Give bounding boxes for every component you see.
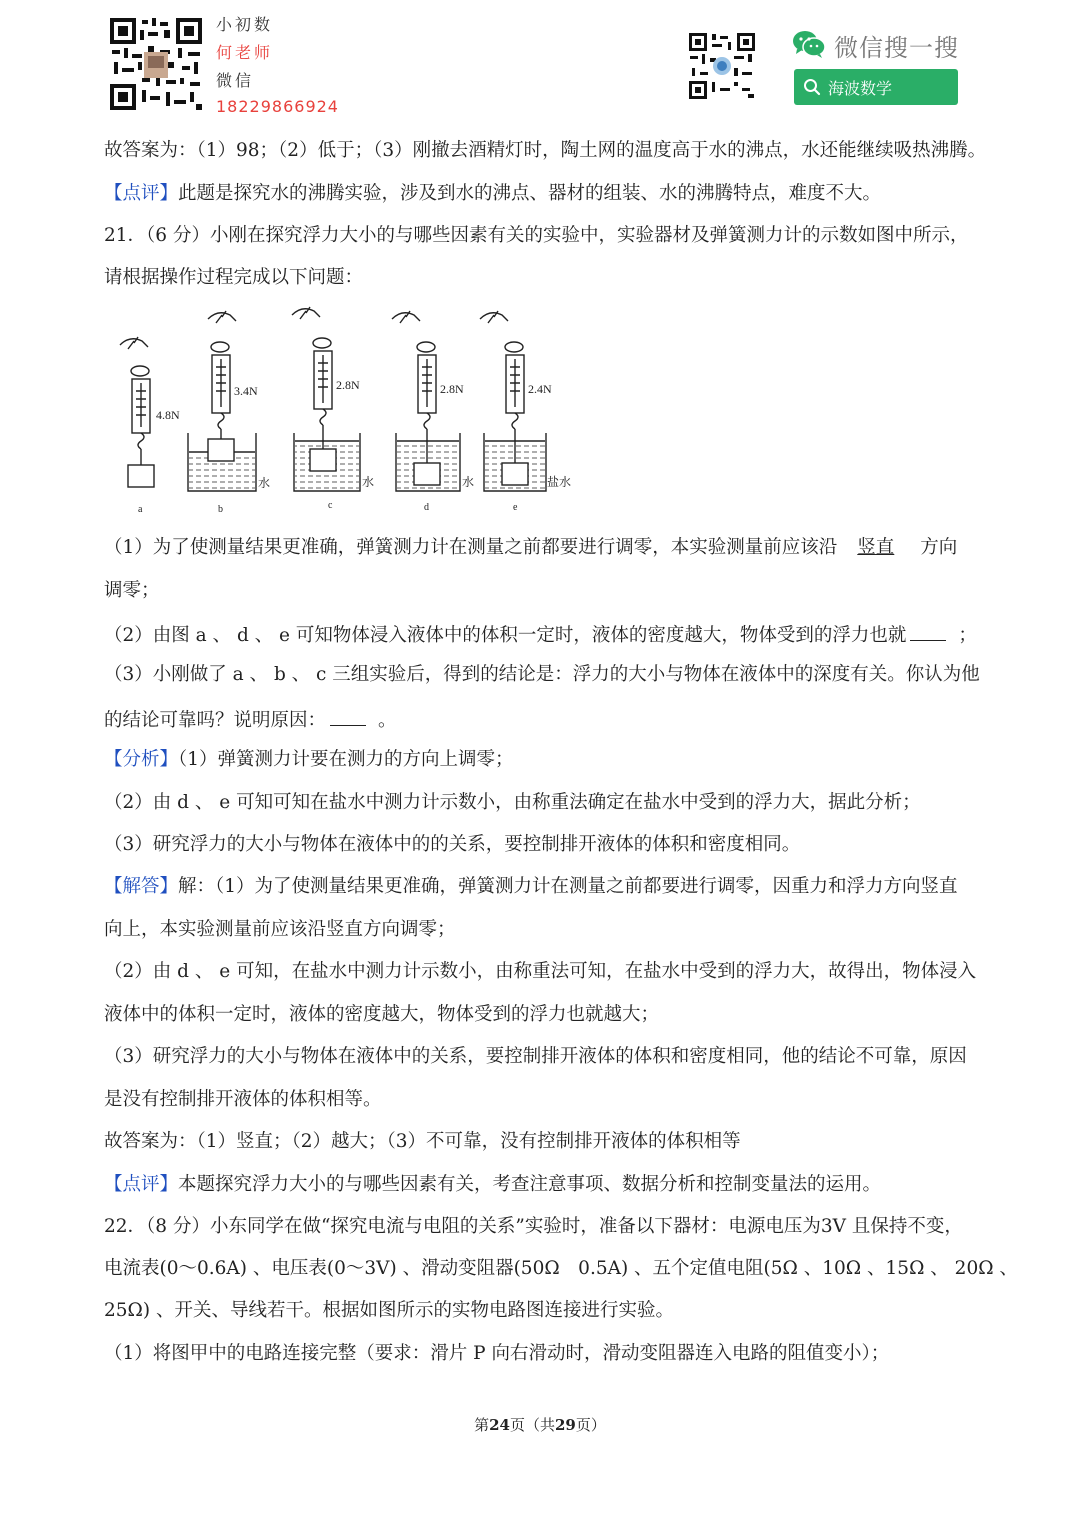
reading-d: 2.8N — [440, 382, 464, 396]
question-22-line-3: 25Ω) 、开关、导线若干。根据如图所示的实物电路图连接进行实验。 — [104, 1300, 674, 1321]
analysis-1 — [104, 747, 514, 773]
wechat-logo-icon — [792, 30, 826, 58]
answer-line-2: 故答案为：（1）竖直；（2）越大；（3）不可靠，没有控制排开液体的体积相等 — [104, 1131, 741, 1152]
q21-part1-text-end: 方向 — [920, 537, 958, 558]
review-1 — [104, 181, 881, 207]
question-21-line-1: 21．（6 分）小刚在探究浮力大小的与哪些因素有关的实验中，实验器材及弹簧测力计的示数如图中所示， — [104, 225, 969, 246]
review-tag: 【点评】 — [104, 1174, 179, 1195]
solution-text: 解：（1）为了使测量结果更准确，弹簧测力计在测量之前都要进行调零，因重力和浮力方向竖直 — [178, 876, 958, 897]
solution-1 — [104, 874, 958, 900]
liquid-b: 水 — [258, 476, 271, 490]
page-total: 29 — [555, 1416, 576, 1434]
apparatus-c — [292, 307, 360, 491]
q21-part1-text: （1）为了使测量结果更准确，弹簧测力计在测量之前都要进行调零，本实验测量前应该沿 — [104, 537, 838, 558]
solution-tag: 【解答】 — [104, 876, 179, 897]
contact-line-2: 何老师 — [216, 43, 274, 62]
solution-4: 液体中的体积一定时，液体的密度越大，物体受到的浮力也就越大； — [104, 1004, 660, 1025]
question-22-part1: （1）将图甲中的电路连接完整（要求：滑片 P 向右滑动时，滑动变阻器连入电路的阻值变小）； — [104, 1343, 890, 1364]
page-number: 24 — [489, 1416, 510, 1434]
q21-part2 — [104, 620, 977, 649]
q21-part2-text: （2）由图 a 、 d 、 e 可知物体浸入液体中的体积一定时，液体的密度越大，物体受到的浮力也就 — [104, 625, 907, 646]
prev-answer-line: 故答案为：（1）98；（2）低于；（3）刚撤去酒精灯时，陶土网的温度高于水的沸点，水还能继续吸热沸腾。 — [104, 140, 987, 161]
q21-part1 — [104, 535, 957, 561]
buoyancy-experiment-figure — [100, 305, 580, 520]
solution-5: （3）研究浮力的大小与物体在液体中的关系，要控制排开液体的体积和密度相同，他的结论不可靠，原因 — [104, 1046, 967, 1067]
label-c: c — [328, 500, 333, 511]
analysis-2: （2）由 d 、 e 可知可知在盐水中测力计示数小，由称重法确定在盐水中受到的浮力大，据此分析； — [104, 792, 921, 813]
label-a: a — [138, 504, 143, 515]
q21-part1-answer: 竖直 — [857, 537, 895, 558]
reading-e: 2.4N — [528, 382, 552, 396]
analysis-tag: 【分析】 — [104, 749, 179, 770]
wechat-qr-code — [688, 32, 756, 100]
answer-blank — [330, 705, 366, 726]
liquid-c: 水 — [362, 475, 375, 489]
question-21-line-2: 请根据操作过程完成以下问题： — [104, 267, 364, 288]
q21-part3-text: 的结论可靠吗？说明原因： — [104, 710, 327, 731]
analysis-3: （3）研究浮力的大小与物体在液体中的的关系，要控制排开液体的体积和密度相同。 — [104, 834, 801, 855]
apparatus-d — [392, 311, 460, 491]
page-footer — [0, 1414, 1080, 1435]
solution-3: （2）由 d 、 e 可知，在盐水中测力计示数小，由称重法可知，在盐水中受到的浮力大，故得出，物体浸入 — [104, 961, 977, 982]
review-2 — [104, 1172, 881, 1198]
review-text: 此题是探究水的沸腾实验，涉及到水的沸点、器材的组装、水的沸腾特点，难度不大。 — [178, 183, 882, 204]
q21-part3-end: 。 — [378, 710, 397, 731]
reading-c: 2.8N — [336, 378, 360, 392]
question-22-line-2: 电流表(0～0.6A) 、电压表(0～3V) 、滑动变阻器(50Ω 0.5A) 、五个定值电阻(5Ω 、10Ω 、15Ω 、 20Ω 、 — [104, 1258, 1018, 1279]
contact-qr-code — [108, 16, 204, 112]
apparatus-a — [120, 337, 154, 487]
review-tag: 【点评】 — [104, 183, 179, 204]
question-22-line-1: 22．（8 分）小东同学在做“探究电流与电阻的关系”实验时，准备以下器材：电源电压为3V 且保持不变， — [104, 1216, 963, 1237]
liquid-e: 盐水 — [547, 475, 572, 489]
footer-text: 页） — [575, 1416, 606, 1434]
label-b: b — [218, 504, 223, 515]
solution-6: 是没有控制排开液体的体积相等。 — [104, 1089, 382, 1110]
search-box-text: 海波数学 — [828, 79, 893, 98]
reading-b: 3.4N — [234, 384, 258, 398]
solution-2: 向上，本实验测量前应该沿竖直方向调零； — [104, 919, 456, 940]
q21-part2-end: ； — [958, 625, 977, 646]
review-text: 本题探究浮力大小的与哪些因素有关，考查注意事项、数据分析和控制变量法的运用。 — [178, 1174, 882, 1195]
contact-line-3: 微信 — [216, 71, 255, 90]
q21-part3: （3）小刚做了 a 、 b 、 c 三组实验后，得到的结论是：浮力的大小与物体在液体中的深度有关。你认为他 — [104, 664, 980, 685]
answer-blank — [910, 620, 946, 641]
q21-part1-cont: 调零； — [104, 580, 160, 601]
search-icon — [803, 78, 821, 96]
apparatus-b — [188, 311, 256, 491]
contact-line-1: 小初数 — [216, 15, 274, 34]
wechat-search-box[interactable] — [794, 69, 958, 105]
label-e: e — [513, 502, 518, 513]
footer-text: 第 — [474, 1416, 490, 1434]
contact-line-4: 18229866924 — [216, 97, 339, 116]
reading-a: 4.8N — [156, 408, 180, 422]
footer-text: 页（共 — [509, 1416, 555, 1434]
apparatus-e — [480, 311, 546, 491]
label-d: d — [424, 502, 429, 513]
analysis-text: （1）弹簧测力计要在测力的方向上调零； — [178, 749, 514, 770]
liquid-d: 水 — [462, 475, 475, 489]
q21-part3-cont — [104, 705, 397, 734]
wechat-search-label: 微信搜一搜 — [834, 34, 959, 62]
